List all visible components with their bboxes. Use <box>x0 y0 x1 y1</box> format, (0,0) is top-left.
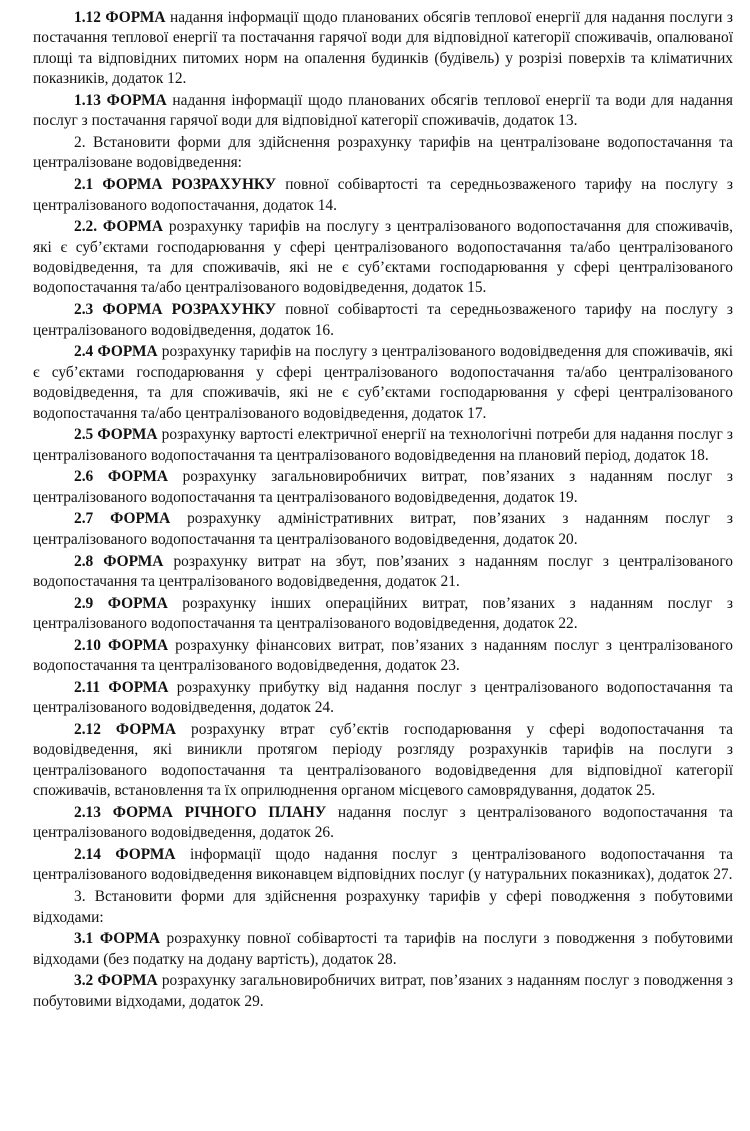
paragraph-lead: 2.2. ФОРМА <box>74 218 164 236</box>
paragraph-section-3 <box>33 887 733 928</box>
paragraph-lead: 2.8 ФОРМА <box>74 552 164 570</box>
paragraph-2-9 <box>33 594 733 635</box>
paragraph-3-1 <box>33 929 733 970</box>
paragraph-text: розрахунку прибутку від надання послуг з централізованого водопостачання та централізованого водовідведення, додаток 24. <box>33 678 733 717</box>
paragraph-lead: 2.1 ФОРМА РОЗРАХУНКУ <box>74 176 277 194</box>
paragraph-text: розрахунку втрат суб’єктів господарювання у сфері водопостачання та водовідведення, які виникли протягом періоду розгляду розрахунків тарифів на послуги з централізованого водопостачання та централізованого водовідведення для відповідної категорії споживачів, встановлення та їх оприлюднення органом місцевого самоврядування, додаток 25. <box>33 720 733 800</box>
paragraph-2-10 <box>33 636 733 677</box>
paragraph-lead: 1.13 ФОРМА <box>74 91 167 109</box>
paragraph-text: 2. Встановити форми для здійснення розрахунку тарифів на централізоване водопостачання та централізоване водовідведення: <box>33 134 733 172</box>
paragraph-text: розрахунку адміністративних витрат, пов’язаних з наданням послуг з централізованого водопостачання та централізованого водовідведення, додаток 20. <box>33 510 733 548</box>
paragraph-lead: 2.7 ФОРМА <box>74 510 171 528</box>
paragraph-text: 3. Встановити форми для здійснення розрахунку тарифів у сфері поводження з побутовими відходами: <box>33 888 733 926</box>
paragraph-2-8 <box>33 552 733 593</box>
paragraph-2-6 <box>33 467 733 508</box>
paragraph-text: надання інформації щодо планованих обсягів теплової енергії для надання послуги з постачання теплової енергії та постачання гарячої води для відповідної категорії споживачів, опалюваної площі та відповідних питомих норм на опалення будинків (будівель) у розрізі поверхів та кліматичних показників, додаток 12. <box>33 9 733 88</box>
paragraph-lead: 2.9 ФОРМА <box>74 594 168 612</box>
paragraph-text: розрахунку загальновиробничих витрат, пов’язаних з наданням послуг з централізованого водопостачання та централізованого водовідведення, додаток 19. <box>33 468 734 506</box>
paragraph-2-5 <box>33 425 733 466</box>
paragraph-lead: 2.6 ФОРМА <box>74 468 168 486</box>
paragraph-text: інформації щодо надання послуг з централізованого водопостачання та централізованого водовідведення виконавцем відповідних послуг (у натуральних показниках), додаток 27. <box>33 846 733 884</box>
paragraph-lead: 1.12 ФОРМА <box>74 9 166 26</box>
paragraph-text: розрахунку вартості електричної енергії на технологічні потреби для надання послуг з централізованого водопостачання та централізованого водовідведення на плановий період, додаток 18. <box>33 426 734 464</box>
paragraph-lead: 2.4 ФОРМА <box>74 343 158 361</box>
paragraph-text: повної собівартості та середньозваженого тарифу на послугу з централізованого водопостачання, додаток 14. <box>33 176 733 214</box>
paragraph-2-13 <box>33 803 733 844</box>
paragraph-2-1 <box>33 175 733 216</box>
paragraph-2-7 <box>33 509 733 550</box>
paragraph-lead: 2.3 ФОРМА РОЗРАХУНКУ <box>74 301 277 319</box>
paragraph-text: розрахунку тарифів на послугу з централізованого водовідведення для споживачів, які є суб’єктами господарювання у сфері централізованого водопостачання та/або централізованого водовідведення, та для споживачів, які не є суб’єктами господарювання у сфері централізованого водопостачання та/або централізованого водовідведення, додаток 17. <box>33 343 733 422</box>
paragraph-lead: 2.14 ФОРМА <box>74 846 176 863</box>
paragraph-text: надання послуг з централізованого водопостачання та централізованого водовідведення, додаток 26. <box>33 803 733 842</box>
paragraph-text: розрахунку тарифів на послугу з централізованого водопостачання для споживачів, які є суб’єктами господарювання у сфері централізованого водопостачання та/або централізованого водовідведення, та для споживачів, які не є суб’єктами господарювання у сфері централізованого водопостачання та/або централізованого водовідведення, додаток 15. <box>33 218 733 297</box>
paragraph-2-14 <box>33 845 733 886</box>
paragraph-text: розрахунку загальновиробничих витрат, пов’язаних з наданням послуг з поводження з побутовими відходами, додаток 29. <box>33 972 733 1010</box>
paragraph-2-12 <box>33 720 733 802</box>
paragraph-2-4 <box>33 342 733 424</box>
paragraph-lead: 2.5 ФОРМА <box>74 426 158 444</box>
paragraph-2-2 <box>33 217 733 299</box>
paragraph-text: розрахунку витрат на збут, пов’язаних з наданням послуг з централізованого водопостачання та централізованого водовідведення, додаток 21. <box>33 552 733 590</box>
paragraph-lead: 2.13 ФОРМА РІЧНОГО ПЛАНУ <box>74 803 327 821</box>
paragraph-3-2 <box>33 971 733 1012</box>
paragraph-text: повної собівартості та середньозваженого тарифу на послугу з централізованого водовідведення, додаток 16. <box>33 301 733 339</box>
paragraph-2-11 <box>33 678 733 719</box>
paragraph-lead: 2.12 ФОРМА <box>74 720 177 738</box>
paragraph-text: розрахунку фінансових витрат, пов’язаних з наданням послуг з централізованого водопостачання та централізованого водовідведення, додаток 23. <box>33 636 733 675</box>
paragraph-text: розрахунку повної собівартості та тарифів на послуги з поводження з побутовими відходами (без податку на додану вартість), додаток 28. <box>33 930 733 968</box>
paragraph-lead: 2.10 ФОРМА <box>74 636 169 654</box>
paragraph-text: надання інформації щодо планованих обсягів теплової енергії та води для надання послуг з постачання гарячої води для відповідної категорії споживачів, додаток 13. <box>33 91 733 130</box>
paragraph-lead: 3.2 ФОРМА <box>74 972 158 990</box>
paragraph-text: розрахунку інших операційних витрат, пов’язаних з наданням послуг з централізованого водопостачання та централізованого водовідведення, додаток 22. <box>33 594 733 633</box>
paragraph-2-3 <box>33 300 733 341</box>
paragraph-1-13 <box>33 91 733 132</box>
paragraph-section-2 <box>33 133 733 174</box>
paragraph-lead: 2.11 ФОРМА <box>74 678 169 696</box>
paragraph-1-12 <box>33 8 733 90</box>
paragraph-lead: 3.1 ФОРМА <box>74 930 160 948</box>
